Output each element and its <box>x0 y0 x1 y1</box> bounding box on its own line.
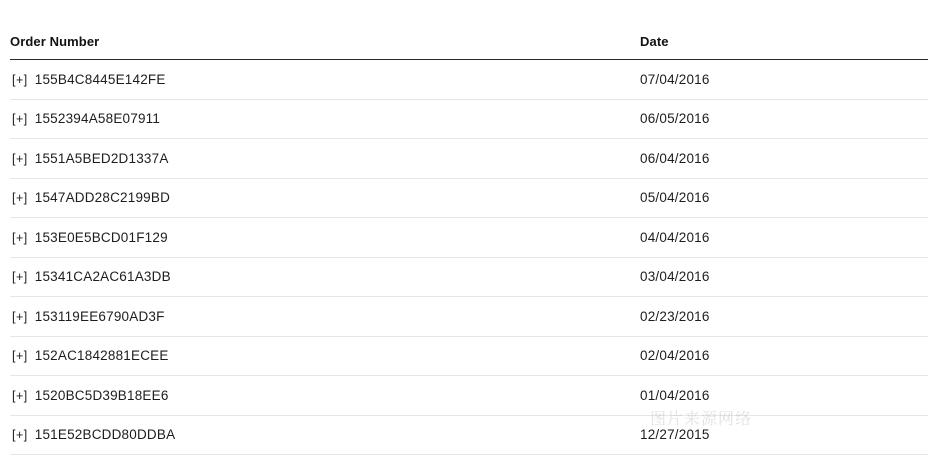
order-date-cell <box>640 139 928 179</box>
order-number-cell <box>10 336 640 376</box>
order-number-cell <box>10 178 640 218</box>
table-row[interactable] <box>10 376 928 416</box>
watermark-text: 图片来源网络 <box>650 411 753 428</box>
expand-row-icon[interactable]: [+] <box>12 151 28 166</box>
order-number-value: 1520BC5D39B18EE6 <box>34 387 169 403</box>
order-number-value: 151E52BCDD80DDBA <box>34 427 176 443</box>
order-number-cell <box>10 139 640 179</box>
table-row[interactable] <box>10 178 928 218</box>
expand-row-icon[interactable]: [+] <box>12 428 28 443</box>
column-header-order-number[interactable]: Order Number <box>10 34 100 49</box>
table-row[interactable] <box>10 139 928 179</box>
table-row[interactable] <box>10 60 928 100</box>
expand-row-icon[interactable]: [+] <box>12 72 28 87</box>
order-number-value: 153119EE6790AD3F <box>34 308 165 324</box>
order-date-cell <box>640 415 928 455</box>
order-number-cell <box>10 257 640 297</box>
order-date-cell <box>640 297 928 337</box>
order-number-cell <box>10 218 640 258</box>
expand-row-icon[interactable]: [+] <box>12 270 28 285</box>
order-date-cell <box>640 336 928 376</box>
table-row[interactable] <box>10 297 928 337</box>
order-date-value: 02/23/2016 <box>640 308 710 324</box>
order-date-cell <box>640 376 928 416</box>
table-header-row <box>10 34 928 60</box>
order-date-value: 12/27/2015 <box>640 427 710 443</box>
order-date-value: 06/04/2016 <box>640 150 710 166</box>
expand-row-icon[interactable]: [+] <box>12 191 28 206</box>
order-date-cell <box>640 257 928 297</box>
expand-row-icon[interactable]: [+] <box>12 388 28 403</box>
order-number-cell <box>10 60 640 100</box>
expand-row-icon[interactable]: [+] <box>12 349 28 364</box>
table-row[interactable] <box>10 257 928 297</box>
order-date-cell <box>640 60 928 100</box>
order-number-cell <box>10 415 640 455</box>
order-number-value: 15341CA2AC61A3DB <box>34 269 171 285</box>
table-header <box>10 34 928 60</box>
order-number-value: 1551A5BED2D1337A <box>34 150 169 166</box>
table-row[interactable] <box>10 415 928 455</box>
top-spacer <box>0 0 940 34</box>
order-number-cell <box>10 376 640 416</box>
table-body <box>10 60 928 455</box>
order-number-cell <box>10 297 640 337</box>
order-number-value: 1547ADD28C2199BD <box>34 190 171 206</box>
expand-row-icon[interactable]: [+] <box>12 309 28 324</box>
table-row[interactable] <box>10 99 928 139</box>
expand-row-icon[interactable]: [+] <box>12 112 28 127</box>
order-date-value: 04/04/2016 <box>640 229 710 245</box>
order-date-value: 03/04/2016 <box>640 269 710 285</box>
orders-table <box>10 34 928 455</box>
order-date-value: 05/04/2016 <box>640 190 710 206</box>
order-date-cell <box>640 218 928 258</box>
order-number-cell <box>10 99 640 139</box>
order-date-value: 07/04/2016 <box>640 71 710 87</box>
order-number-value: 152AC1842881ECEE <box>34 348 169 364</box>
column-header-date[interactable]: Date <box>640 34 669 49</box>
order-date-cell <box>640 99 928 139</box>
order-date-value: 06/05/2016 <box>640 111 710 127</box>
order-date-cell <box>640 178 928 218</box>
order-date-value: 02/04/2016 <box>640 348 710 364</box>
table-row[interactable] <box>10 336 928 376</box>
order-number-value: 1552394A58E07911 <box>34 111 161 127</box>
table-row[interactable] <box>10 218 928 258</box>
expand-row-icon[interactable]: [+] <box>12 230 28 245</box>
order-date-value: 01/04/2016 <box>640 387 710 403</box>
order-number-value: 155B4C8445E142FE <box>34 71 166 87</box>
order-number-value: 153E0E5BCD01F129 <box>34 229 168 245</box>
orders-panel <box>0 34 940 455</box>
